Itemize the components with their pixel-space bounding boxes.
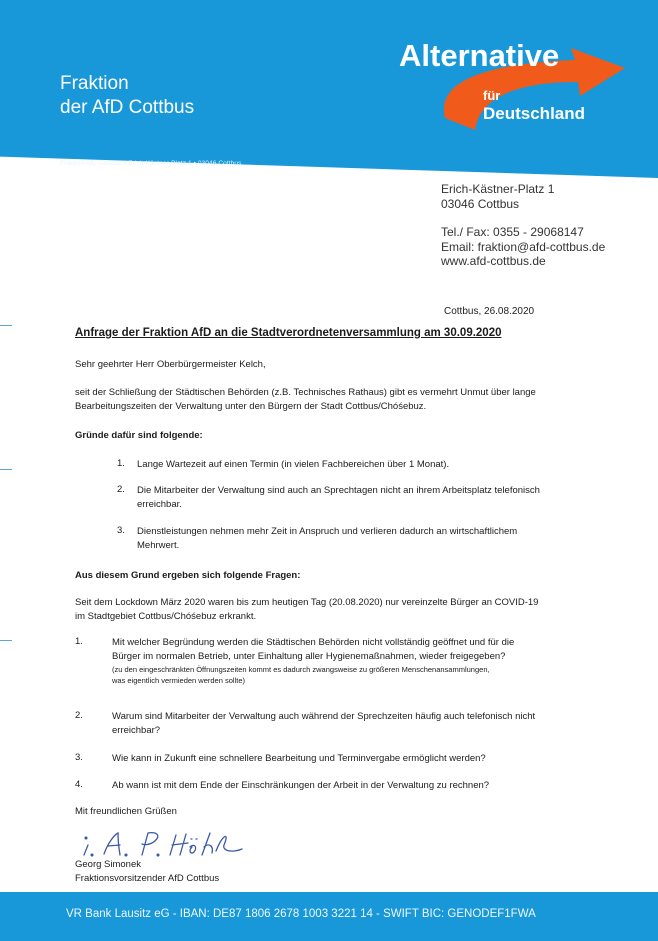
fraktion-title [60,72,194,120]
signer-title: Fraktionsvorsitzender AfD Cottbus [75,873,220,884]
sender-line: Fraktion AfD Cottbus • Erich-Kästner-Platz 1 • 03046 Cottbus [60,160,242,167]
intro-paragraph [75,386,536,414]
question-note: (zu den eingeschränkten Öffnungszeiten kommt es dadurch zwangsweise zu größeren Menschenansammlungen, [112,665,490,674]
question-number: 3. [75,752,83,763]
letter-date: Cottbus, 26.08.2020 [444,306,535,317]
signer-name: Georg Simonek [75,859,142,870]
reason-line: Dienstleistungen nehmen mehr Zeit in Anspruch und verlieren dadurch an wirtschaftlichem [137,526,518,537]
intro-line-2: Bearbeitungszeiten der Verwaltung unter den Bürgern der Stadt Cottbus/Chóśebuz. [75,401,427,412]
address-phone: Tel./ Fax: 0355 - 29068147 [441,225,584,239]
logo-word-alternative: Alternative [399,38,560,73]
reason-item [137,458,597,472]
question-line: Bürger im normalen Betrieb, unter Einhaltung aller Hygienemaßnahmen, wieder freigegeben? [112,651,506,662]
question-line: Mit welcher Begründung werden die Städtischen Behörden nicht vollständig geöffnet und für die [112,637,515,648]
logo-word-fuer: für [483,88,501,103]
intro-line-1: seit der Schließung der Städtischen Behörden (z.B. Technisches Rathaus) gibt es vermehrt Unmut über lange [75,387,536,398]
question-number: 1. [75,636,83,647]
question-number: 2. [75,710,83,721]
context-line-2: im Stadtgebiet Cottbus/Chóśebuz erkrankt. [75,611,257,622]
fold-mark [0,640,12,641]
question-item [112,710,587,738]
question-line: Wie kann in Zukunft eine schnellere Bearbeitung und Terminvergabe ermöglicht werden? [112,753,486,764]
bank-footer [0,892,658,941]
reason-number: 1. [117,458,125,469]
question-number: 4. [75,779,83,790]
fraktion-line-2: der AfD Cottbus [60,97,195,118]
context-line-1: Seit dem Lockdown März 2020 waren bis zum heutigen Tag (20.08.2020) nur vereinzelte Bürger an COVID-19 [75,597,539,608]
fold-mark [0,469,12,470]
letter-subject: Anfrage der Fraktion AfD an die Stadtverordnetenversammlung am 30.09.2020 [75,327,502,339]
fraktion-line-1: Fraktion [60,73,129,94]
reason-line: Die Mitarbeiter der Verwaltung sind auch an Sprechtagen nicht an ihrem Arbeitsplatz telefonisch [137,485,540,496]
address-street: Erich-Kästner-Platz 1 [441,182,555,196]
reason-item [137,484,597,512]
context-paragraph [75,596,538,624]
question-line: erreichbar? [112,725,161,736]
logo-word-deutschland: Deutschland [483,104,586,123]
address-block [441,182,605,269]
address-web: www.afd-cottbus.de [441,254,546,268]
question-item [112,779,587,793]
questions-heading: Aus diesem Grund ergeben sich folgende Fragen: [75,570,301,581]
question-note: was eigentlich vermieden werden sollte) [112,676,245,685]
address-email: Email: fraktion@afd-cottbus.de [441,239,606,254]
question-item [112,752,587,766]
reason-number: 2. [117,484,125,495]
reason-number: 3. [117,525,125,536]
fold-mark [0,325,12,326]
closing: Mit freundlichen Grüßen [75,806,177,817]
reasons-heading: Gründe dafür sind folgende: [75,430,203,441]
bank-details: VR Bank Lausitz eG - IBAN: DE87 1806 2678 1003 3221 14 - SWIFT BIC: GENODEF1FWA [66,908,536,920]
reason-line: erreichbar. [137,499,182,510]
salutation: Sehr geehrter Herr Oberbürgermeister Kelch, [75,359,266,370]
question-line: Ab wann ist mit dem Ende der Einschränkungen der Arbeit in der Verwaltung zu rechnen? [112,780,490,791]
reason-line: Lange Wartezeit auf einen Termin (in vielen Fachbereichen über 1 Monat). [137,459,450,470]
afd-logo [375,18,635,138]
address-city: 03046 Cottbus [441,196,520,211]
reason-item [137,525,597,553]
question-line: Warum sind Mitarbeiter der Verwaltung auch während der Sprechzeiten häufig auch telefonisch nicht [112,711,536,722]
question-item [112,636,587,686]
reason-line: Mehrwert. [137,540,180,551]
